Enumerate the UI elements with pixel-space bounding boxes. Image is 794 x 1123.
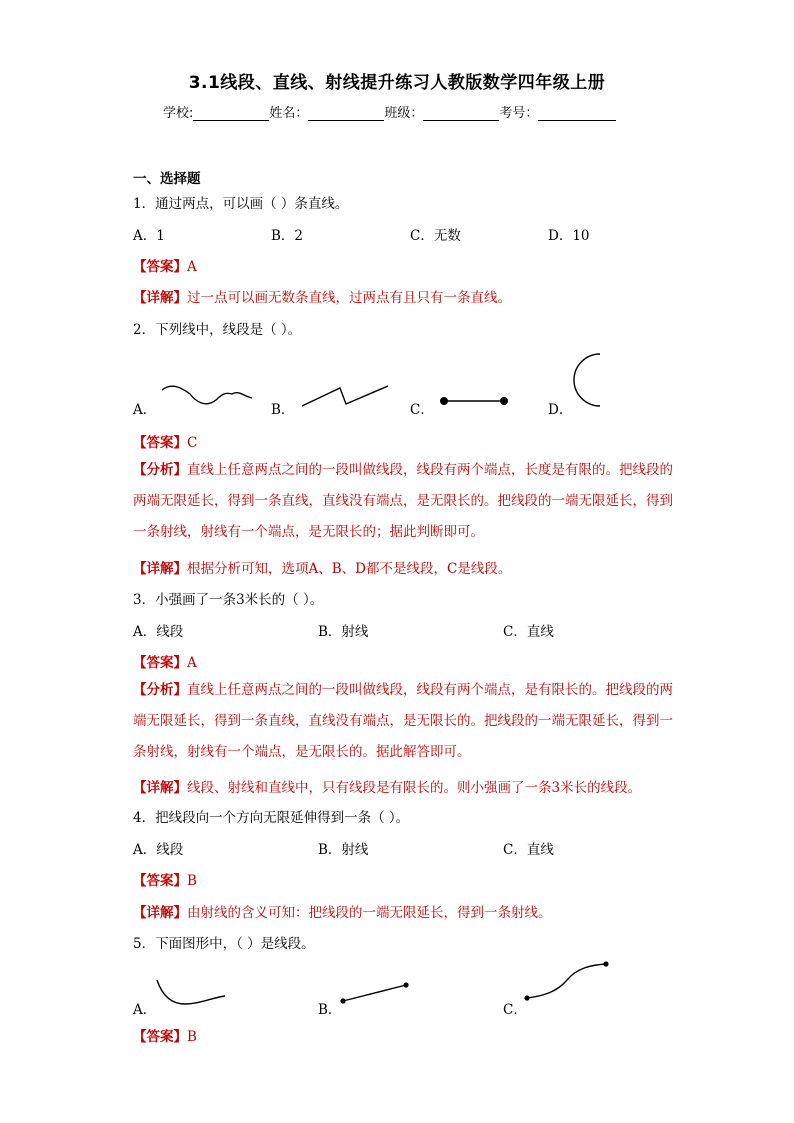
q2-analysis bbox=[133, 455, 673, 548]
q2-stem: 2．下列线中，线段是（ ）。 bbox=[133, 322, 302, 338]
q2-option-d: D． bbox=[548, 402, 573, 418]
q1-detail-text: 过一点可以画无数条直线，过两点有且只有一条直线。 bbox=[187, 290, 511, 306]
q3-option-c: C．直线 bbox=[503, 624, 554, 640]
q5-answer-value: B bbox=[187, 1029, 197, 1045]
q3-detail bbox=[133, 776, 641, 796]
q2-figure-b-zigzag-line bbox=[300, 382, 392, 410]
q5-figure-b-segment bbox=[339, 981, 411, 1005]
q3-answer bbox=[133, 651, 197, 671]
q1-answer-value: A bbox=[187, 259, 197, 275]
q5-option-a: A． bbox=[133, 1002, 157, 1018]
detail-tag: 【详解】 bbox=[133, 905, 187, 921]
name-label: 姓名： bbox=[269, 106, 309, 121]
q4-answer bbox=[133, 869, 197, 889]
q2-analysis-text: 直线上任意两点之间的一段叫做线段，线段有两个端点，长度是有限的。把线段的两端无限延长，得到一条直线，直线没有端点，是无限长的。把线段的一端无限延长，得到一条射线，射线有一个端点，是无限长的；据此判断即可。 bbox=[133, 462, 673, 540]
q3-stem: 3．小强画了一条3米长的（ ）。 bbox=[133, 592, 324, 608]
q2-figure-a-wavy-line bbox=[160, 380, 255, 412]
q2-detail-text: 根据分析可知，选项A、B、D都不是线段，C是线段。 bbox=[187, 561, 512, 577]
q5-figure-a-curve bbox=[155, 978, 229, 1010]
analysis-tag: 【分析】 bbox=[133, 462, 187, 478]
q3-answer-value: A bbox=[187, 655, 197, 671]
q3-analysis bbox=[133, 675, 673, 768]
q2-detail bbox=[133, 557, 511, 577]
detail-tag: 【详解】 bbox=[133, 780, 187, 796]
answer-tag: 【答案】 bbox=[133, 873, 187, 889]
q4-option-a: A．线段 bbox=[133, 842, 184, 858]
q1-option-c: C．无数 bbox=[410, 228, 461, 244]
answer-tag: 【答案】 bbox=[133, 655, 187, 671]
section-title: 一、选择题 bbox=[133, 171, 201, 187]
class-blank bbox=[423, 106, 499, 121]
answer-tag: 【答案】 bbox=[133, 259, 187, 275]
q4-option-c: C．直线 bbox=[503, 842, 554, 858]
q5-stem: 5．下面图形中，（ ）是线段。 bbox=[133, 936, 315, 952]
q2-figure-d-arc bbox=[572, 352, 606, 410]
class-label: 班级： bbox=[384, 106, 424, 121]
q3-analysis-text: 直线上任意两点之间的一段叫做线段，线段有两个端点，是有限长的。把线段的两端无限延长，得到一条直线，直线没有端点，是无限长的。把线段的一端无限延长，得到一条射线，射线有一个端点，是无限长的。据此解答即可。 bbox=[133, 682, 673, 760]
q5-figure-c-curved-segment bbox=[523, 960, 613, 1002]
q1-option-b: B．2 bbox=[271, 228, 304, 244]
q3-option-a: A．线段 bbox=[133, 624, 184, 640]
analysis-tag: 【分析】 bbox=[133, 682, 187, 698]
q4-detail bbox=[133, 901, 552, 921]
q2-answer-value: C bbox=[187, 435, 198, 451]
detail-tag: 【详解】 bbox=[133, 561, 187, 577]
answer-tag: 【答案】 bbox=[133, 1029, 187, 1045]
q1-answer bbox=[133, 255, 197, 275]
exam-no-label: 考号： bbox=[499, 106, 539, 121]
q5-answer bbox=[133, 1025, 197, 1045]
q4-option-b: B．射线 bbox=[318, 842, 369, 858]
q2-figure-c-segment bbox=[438, 394, 510, 408]
q3-detail-text: 线段、射线和直线中，只有线段是有限长的。则小强画了一条3米长的线段。 bbox=[187, 780, 642, 796]
q2-option-b: B． bbox=[271, 402, 295, 418]
q2-option-c: C． bbox=[410, 402, 434, 418]
detail-tag: 【详解】 bbox=[133, 290, 187, 306]
q4-answer-value: B bbox=[187, 873, 197, 889]
school-blank bbox=[193, 106, 269, 121]
q4-stem: 4．把线段向一个方向无限延伸得到一条（ ）。 bbox=[133, 810, 410, 826]
q1-detail bbox=[133, 286, 511, 306]
school-label: 学校: bbox=[163, 106, 194, 121]
student-info-line bbox=[163, 102, 616, 121]
q4-detail-text: 由射线的含义可知：把线段的一端无限延长，得到一条射线。 bbox=[187, 905, 552, 921]
q5-option-c: C． bbox=[503, 1002, 527, 1018]
q2-answer bbox=[133, 431, 197, 451]
q1-option-a: A．1 bbox=[133, 228, 165, 244]
q1-option-d: D．10 bbox=[548, 228, 590, 244]
exam-no-blank bbox=[538, 106, 616, 121]
answer-tag: 【答案】 bbox=[133, 435, 187, 451]
q1-stem: 1．通过两点，可以画（ ）条直线。 bbox=[133, 196, 349, 212]
q5-option-b: B． bbox=[318, 1002, 342, 1018]
q2-option-a: A． bbox=[133, 402, 157, 418]
page-title: 3.1线段、直线、射线提升练习人教版数学四年级上册 bbox=[188, 73, 606, 93]
name-blank bbox=[308, 106, 384, 121]
q3-option-b: B．射线 bbox=[318, 624, 369, 640]
